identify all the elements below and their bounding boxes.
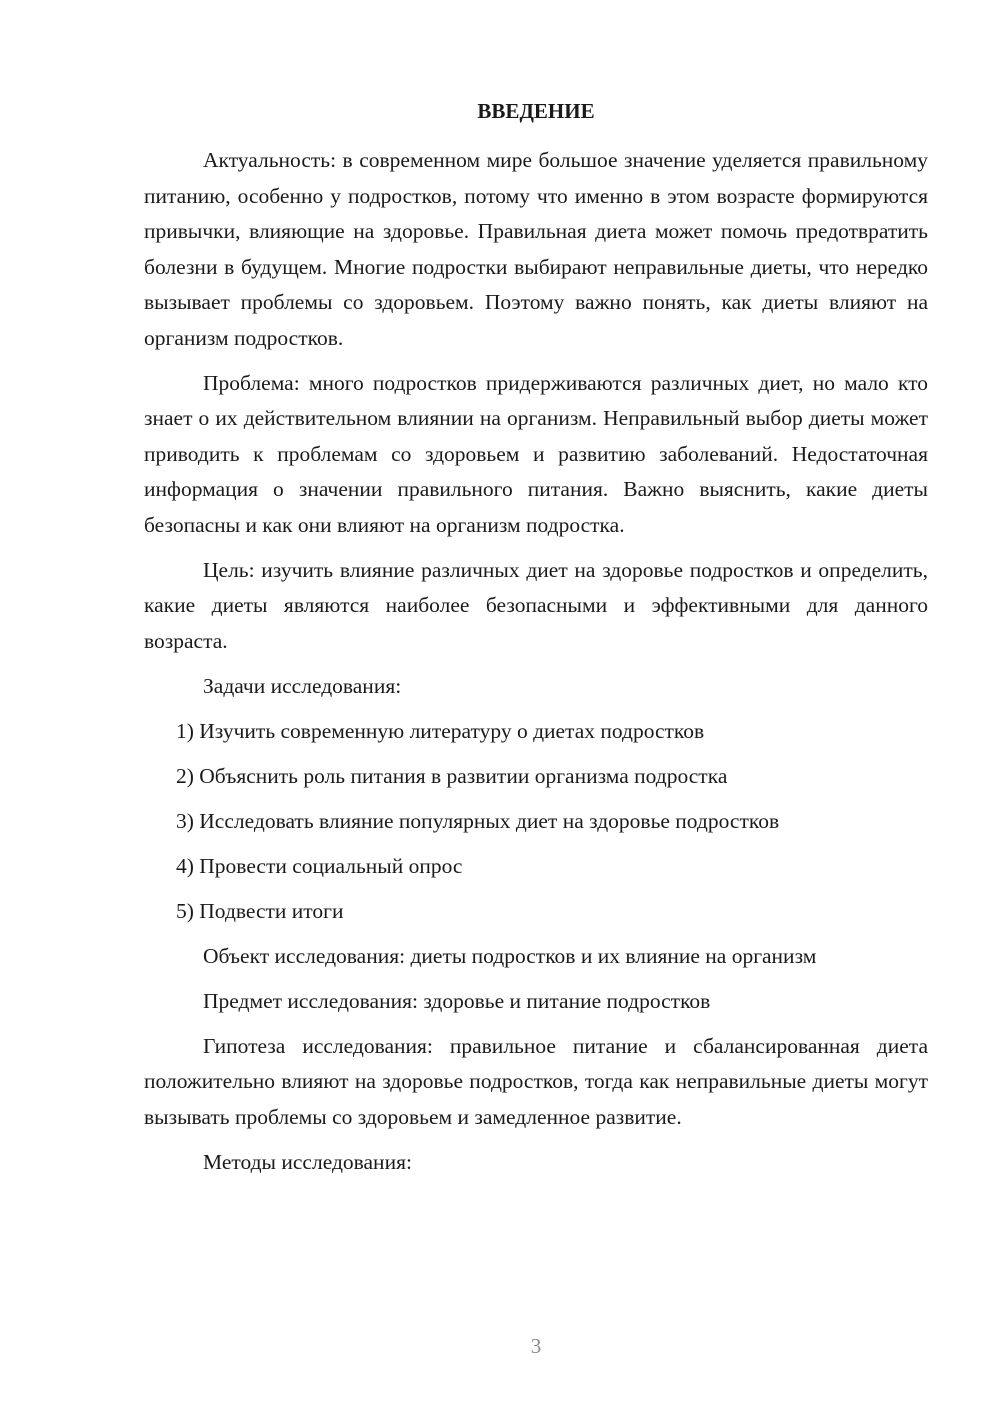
research-object-line: Объект исследования: диеты подростков и их влияние на организм (203, 943, 817, 968)
tasks-heading: Задачи исследования: (203, 673, 402, 698)
page-number: 3 (530, 1334, 542, 1358)
section-body (144, 143, 928, 1190)
relevance-paragraph: Актуальность: в современном мире большое значение уделяется правильному питанию, особенно у подростков, потому что именно в этом возрасте формируются привычки, влияющие на здоровье. Правильная диета может помочь предотвратить болезни в будущем. Многие подростки выбирают неправильные диеты, что нередко вызывает проблемы со здоровьем. Поэтому важно понять, как диеты влияют на организм подростков. (144, 148, 928, 350)
task-item-2: 2) Объяснить роль питания в развитии организма подростка (176, 763, 728, 788)
problem-paragraph: Проблема: много подростков придерживаются различных диет, но мало кто знает о их действительном влиянии на организм. Неправильный выбор диеты может приводить к проблемам со здоровьем и развитию заболеваний. Недостаточная информация о значении правильного питания. Важно выяснить, какие диеты безопасны и как они влияют на организм подростка. (144, 370, 928, 537)
methods-heading: Методы исследования: (203, 1149, 412, 1174)
task-item-4: 4) Провести социальный опрос (176, 853, 463, 878)
task-item-5: 5) Подвести итоги (176, 898, 344, 923)
hypothesis-paragraph: Гипотеза исследования: правильное питание и сбалансированная диета положительно влияют на здоровье подростков, тогда как неправильные диеты могут вызывать проблемы со здоровьем и замедленное развитие. (144, 1033, 928, 1129)
task-item-3: 3) Исследовать влияние популярных диет на здоровье подростков (176, 808, 780, 833)
research-subject-line: Предмет исследования: здоровье и питание подростков (203, 988, 711, 1013)
goal-paragraph: Цель: изучить влияние различных диет на здоровье подростков и определить, какие диеты являются наиболее безопасными и эффективными для данного возраста. (144, 557, 928, 653)
section-title: ВВЕДЕНИЕ (477, 99, 595, 123)
task-item-1: 1) Изучить современную литературу о диетах подростков (176, 718, 705, 743)
